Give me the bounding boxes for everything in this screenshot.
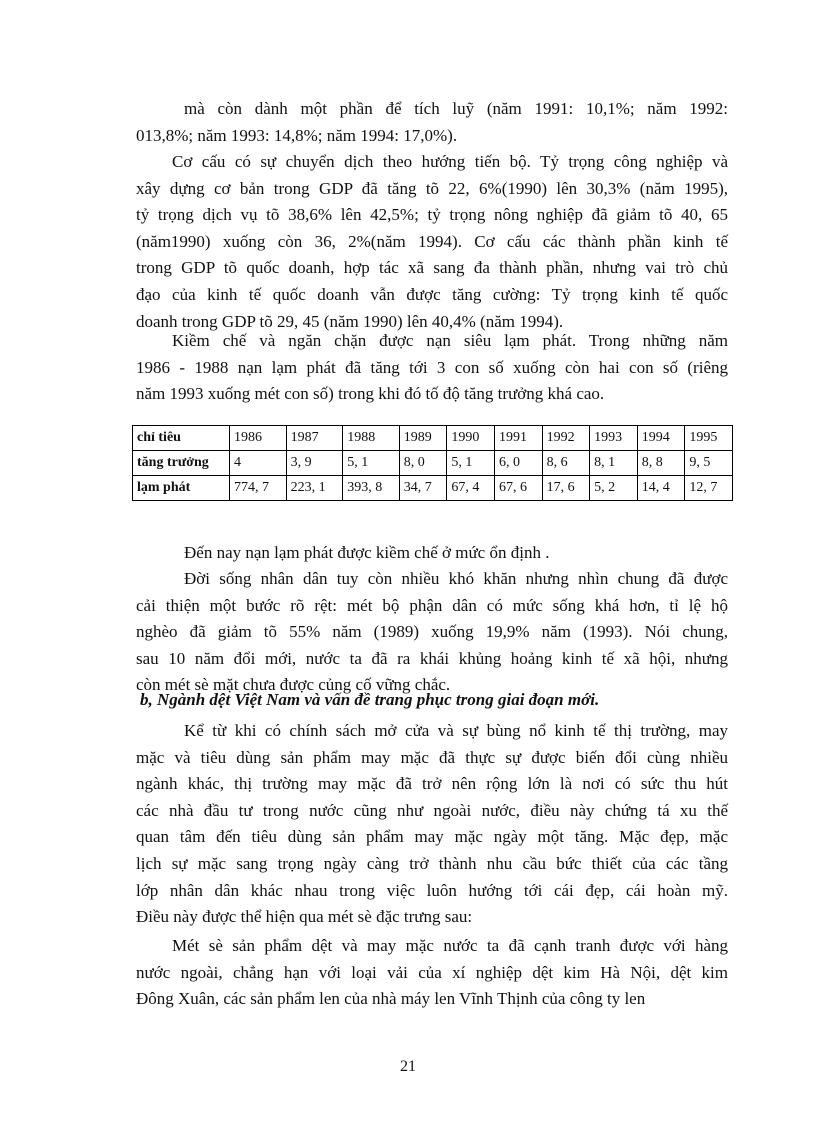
year-cell: 1990	[447, 426, 495, 451]
row-label: tăng trưởng	[133, 451, 230, 476]
table-header-row	[133, 426, 733, 451]
text-line: lịch sự mặc sang trọng ngày càng trở thành nhu cầu bức thiết của các tầng	[136, 853, 728, 873]
table-header-label: chỉ tiêu	[133, 426, 230, 451]
table-cell: 67, 4	[447, 476, 495, 501]
table-cell: 67, 6	[494, 476, 542, 501]
text-line: tỷ trọng dịch vụ tõ 38,6% lên 42,5%; tỷ trọng nông nghiệp đã giảm tõ 40, 65	[136, 205, 728, 225]
row-label: lạm phát	[133, 476, 230, 501]
section-heading: b, Ngành dệt Việt Nam và vấn đề trang phục trong giai đoạn mới.	[140, 690, 600, 709]
page-number: 21	[400, 1058, 416, 1075]
text-line: 1986 - 1988 nạn lạm phát đã tăng tới 3 con số xuống còn hai con số (riêng	[136, 357, 728, 377]
table-cell: 8, 0	[399, 451, 447, 476]
year-cell: 1986	[230, 426, 287, 451]
paragraph-stable	[136, 540, 728, 567]
text-line: quan tâm đến tiêu dùng sản phẩm may mặc ngày một tăng. Mặc đẹp, mặc	[136, 827, 728, 847]
text-line: sau 10 năm đổi mới, nước ta đã ra khái khủng hoảng kinh tế xã hội, nhưng	[136, 648, 728, 668]
text-line: xây dựng cơ bản trong GDP đã tăng tõ 22, 6%(1990) lên 30,3% (năm 1995),	[136, 178, 728, 198]
paragraph-products	[136, 933, 728, 1013]
table-cell: 774, 7	[230, 476, 287, 501]
table-cell: 5, 2	[590, 476, 638, 501]
year-cell: 1995	[685, 426, 733, 451]
text-line: doanh trong GDP tõ 29, 45 (năm 1990) lên 40,4% (năm 1994).	[136, 311, 564, 331]
text-line: cải thiện một bước rõ rệt: mét bộ phận dân có mức sống khá hơn, tỉ lệ hộ	[136, 595, 728, 615]
table-row	[133, 476, 733, 501]
text-line: Kiềm chế và ngăn chặn được nạn siêu lạm phát. Trong những năm	[172, 331, 728, 350]
text-line: đạo của kinh tế quốc doanh vẫn được tăng cường: Tỷ trọng kinh tế quốc	[136, 284, 728, 304]
paragraph-structure	[136, 149, 728, 335]
table-cell: 17, 6	[542, 476, 590, 501]
year-cell: 1992	[542, 426, 590, 451]
table-cell: 223, 1	[286, 476, 343, 501]
year-cell: 1988	[343, 426, 400, 451]
table-cell: 393, 8	[343, 476, 400, 501]
text-line: mặc và tiêu dùng sản phẩm may mặc đã thực sự được biến đổi cùng nhiều	[136, 747, 728, 767]
table-cell: 5, 1	[447, 451, 495, 476]
text-line: năm 1993 xuống mét con số) trong khi đó tố độ tăng trưởng khá cao.	[136, 384, 605, 404]
text-line: trong GDP tõ quốc doanh, hợp tác xã sang đa thành phần, nhưng vai trò chủ	[136, 258, 728, 278]
text-line: Đến nay nạn lạm phát được kiềm chế ở mức ổn định .	[184, 543, 550, 562]
table-cell: 12, 7	[685, 476, 733, 501]
text-line: Đông Xuân, các sản phẩm len của nhà máy len Vĩnh Thịnh của công ty len	[136, 989, 646, 1009]
table-cell: 6, 0	[494, 451, 542, 476]
year-cell: 1993	[590, 426, 638, 451]
growth-inflation-table	[132, 425, 733, 501]
table-cell: 8, 6	[542, 451, 590, 476]
year-cell: 1994	[637, 426, 685, 451]
text-line: ngành khác, thị trường may mặc đã trở nên rộng lớn là nơi có sức thu hút	[136, 774, 728, 794]
paragraph-inflation	[136, 328, 728, 408]
text-line: (năm1990) xuống còn 36, 2%(năm 1994). Cơ cấu các thành phần kinh tế	[136, 231, 728, 251]
table-row	[133, 451, 733, 476]
paragraph-textile	[136, 718, 728, 931]
table-cell: 5, 1	[343, 451, 400, 476]
table-cell: 4	[230, 451, 287, 476]
text-line: lớp nhân dân khác nhau trong việc luôn hướng tới cái đẹp, cái hoàn mỹ.	[136, 880, 728, 900]
text-line: nước ngoài, chẳng hạn với loại vải của xí nghiệp dệt kim Hà Nội, dệt kim	[136, 962, 728, 982]
text-line: Điều này được thể hiện qua mét sè đặc trưng sau:	[136, 907, 473, 927]
text-line: Kể từ khi có chính sách mở cửa và sự bùng nổ kinh tế thị trường, may	[184, 721, 728, 740]
paragraph-savings	[136, 96, 728, 149]
text-line: còn mét sè mặt chưa được củng cố vững chắc.	[136, 675, 451, 695]
paragraph-living-standard	[136, 566, 728, 699]
table-cell: 3, 9	[286, 451, 343, 476]
year-cell: 1987	[286, 426, 343, 451]
year-cell: 1989	[399, 426, 447, 451]
text-line: nghèo đã giảm tõ 55% năm (1989) xuống 19,9% năm (1993). Nói chung,	[136, 622, 728, 642]
text-line: Đời sống nhân dân tuy còn nhiều khó khăn nhưng nhìn chung đã được	[184, 569, 728, 588]
text-line: Mét sè sản phẩm dệt và may mặc nước ta đã cạnh tranh được với hàng	[172, 936, 728, 955]
text-line: 013,8%; năm 1993: 14,8%; năm 1994: 17,0%).	[136, 125, 458, 145]
text-line: các nhà đầu tư trong nước cũng như ngoài nước, điều này chứng tá xu thế	[136, 800, 728, 820]
year-cell: 1991	[494, 426, 542, 451]
table-cell: 9, 5	[685, 451, 733, 476]
table-cell: 8, 1	[590, 451, 638, 476]
text-line: Cơ cấu có sự chuyển dịch theo hướng tiến bộ. Tỷ trọng công nghiệp và	[172, 152, 728, 171]
table-cell: 14, 4	[637, 476, 685, 501]
text-line: mà còn dành một phần để tích luỹ (năm 1991: 10,1%; năm 1992:	[184, 99, 728, 118]
table-cell: 8, 8	[637, 451, 685, 476]
table-cell: 34, 7	[399, 476, 447, 501]
